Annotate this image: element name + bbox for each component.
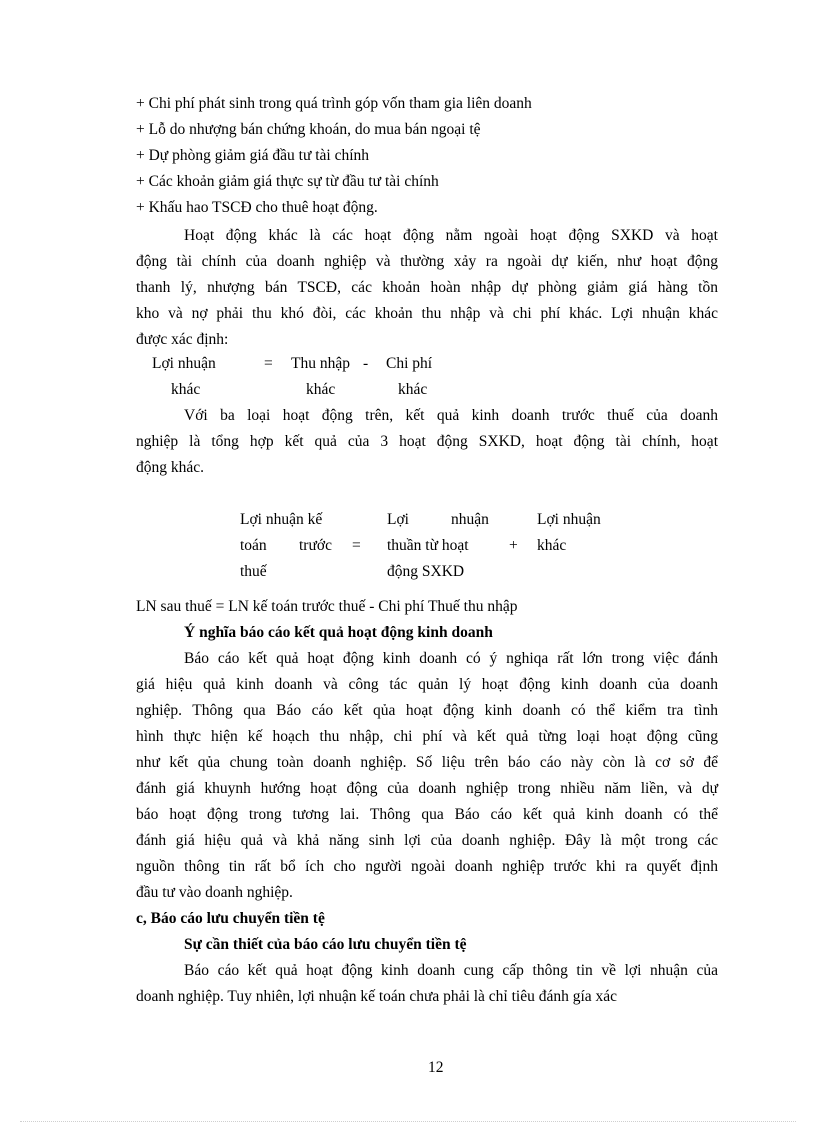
section-heading: c, Báo cáo lưu chuyển tiền tệ: [136, 910, 325, 927]
paragraph-line: đánh giá khuynh hướng hoạt động của doanh nghiệp trong nhiều năm liền, và dự: [136, 780, 718, 797]
paragraph-line: báo hoạt động trong tương lai. Thông qua Báo cáo kết quả kinh doanh có thể: [136, 806, 718, 823]
formula-term: động SXKD: [387, 563, 465, 580]
paragraph-line: đầu tư vào doanh nghiệp.: [136, 884, 293, 901]
paragraph-line: nghiệp. Thông qua Báo cáo kết qủa hoạt động kinh doanh có thể kiểm tra tình: [136, 702, 718, 719]
formula-term: khác: [398, 381, 428, 398]
formula-term: nhuận: [451, 511, 489, 528]
formula-term: Chi phí: [386, 355, 433, 372]
paragraph-line: nguồn thông tin rất bổ ích cho người ngoài doanh nghiệp trước khi ra quyết định: [136, 858, 718, 875]
formula-term: Lợi nhuận: [537, 511, 601, 528]
paragraph-line: Báo cáo kết quả hoạt động kinh doanh có ý nghiqa rất lớn trong việc đánh: [184, 650, 718, 667]
paragraph-line: động tài chính của doanh nghiệp và thường xảy ra ngoài dự kiến, như hoạt động: [136, 253, 718, 270]
formula-term: Lợi: [387, 511, 409, 528]
bullet-line: + Chi phí phát sinh trong quá trình góp vốn tham gia liên doanh: [136, 95, 532, 112]
page-edge-divider: [20, 1121, 796, 1122]
paragraph-line: được xác định:: [136, 331, 229, 348]
net-profit-formula: LN sau thuế = LN kế toán trước thuế - Chi phí Thuế thu nhập: [136, 598, 518, 615]
paragraph-line: Với ba loại hoạt động trên, kết quả kinh doanh trước thuế của doanh: [184, 407, 718, 424]
equals-sign: =: [264, 355, 273, 372]
paragraph-line: nghiệp là tổng hợp kết quả của 3 hoạt động SXKD, hoạt động tài chính, hoạt: [136, 433, 718, 450]
section-heading: Ý nghĩa báo cáo kết quả hoạt động kinh doanh: [184, 624, 493, 641]
bullet-line: + Dự phòng giảm giá đầu tư tài chính: [136, 147, 370, 164]
formula-term: Lợi nhuận kế: [240, 511, 323, 528]
page-number: 12: [428, 1059, 444, 1076]
bullet-line: + Các khoản giảm giá thực sự từ đầu tư tài chính: [136, 173, 439, 190]
formula-term: Thu nhập: [291, 355, 350, 372]
paragraph-line: như kết qủa chung toàn doanh nghiệp. Số liệu trên báo cáo này còn là cơ sở để: [136, 754, 718, 771]
formula-term: toán: [240, 537, 267, 554]
equals-sign: =: [352, 537, 361, 554]
formula-term: trước: [299, 537, 332, 554]
formula-term: khác: [537, 537, 567, 554]
paragraph-line: Báo cáo kết quả hoạt động kinh doanh cung cấp thông tin về lợi nhuận của: [184, 962, 718, 979]
bullet-line: + Lỗ do nhượng bán chứng khoán, do mua bán ngoại tệ: [136, 121, 481, 138]
plus-sign: +: [509, 537, 518, 554]
formula-term: thuần từ hoạt: [387, 537, 469, 554]
paragraph-line: hình thực hiện kế hoạch thu nhập, chi phí và kết quả từng loại hoạt động cũng: [136, 728, 718, 745]
formula-term: thuế: [240, 563, 267, 580]
bullet-line: + Khấu hao TSCĐ cho thuê hoạt động.: [136, 199, 378, 216]
paragraph-line: thanh lý, nhượng bán TSCĐ, các khoản hoàn nhập dự phòng giảm giá hàng tồn: [136, 279, 718, 296]
subsection-heading: Sự cần thiết của báo cáo lưu chuyển tiền tệ: [184, 936, 467, 953]
paragraph-line: giá hiệu quả kinh doanh và công tác quản lý hoạt động kinh doanh của doanh: [136, 676, 718, 693]
paragraph-line: kho và nợ phải thu khó đòi, các khoản thu nhập và chi phí khác. Lợi nhuận khác: [136, 305, 718, 322]
paragraph-line: đánh giá hiệu quả và khả năng sinh lợi của doanh nghiệp. Đây là một trong các: [136, 832, 718, 849]
minus-sign: -: [363, 355, 369, 372]
formula-term: Lợi nhuận: [152, 355, 216, 372]
formula-term: khác: [306, 381, 336, 398]
paragraph-line: động khác.: [136, 459, 205, 476]
paragraph-line: doanh nghiệp. Tuy nhiên, lợi nhuận kế toán chưa phải là chỉ tiêu đánh gía xác: [136, 988, 618, 1005]
formula-term: khác: [171, 381, 201, 398]
paragraph-line: Hoạt động khác là các hoạt động nằm ngoài hoạt động SXKD và hoạt: [184, 227, 718, 244]
